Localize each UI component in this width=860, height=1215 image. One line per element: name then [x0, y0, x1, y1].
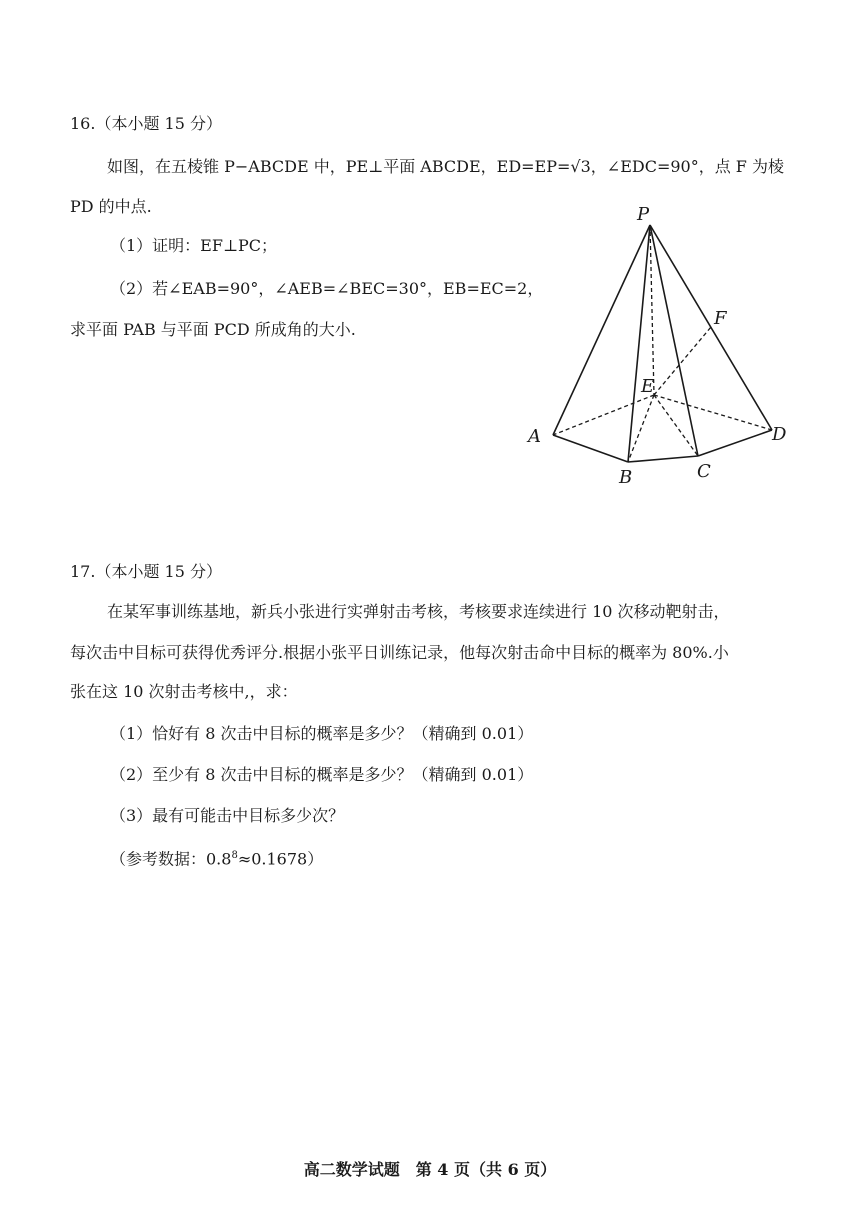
label-A: A [528, 426, 541, 447]
q16-part1: （1）证明：EF⊥PC； [110, 236, 278, 255]
q17-part1: （1）恰好有 8 次击中目标的概率是多少？（精确到 0.01） [110, 724, 534, 743]
q17-reference-data [110, 846, 323, 869]
edge-PC [650, 225, 698, 456]
pyramid-figure [520, 198, 810, 498]
q17-ref-prefix: （参考数据：0.8 [110, 849, 232, 869]
edge-PA [553, 225, 650, 435]
q17-part2: （2）至少有 8 次击中目标的概率是多少？（精确到 0.01） [110, 765, 534, 784]
q16-stem-line1: 如图，在五棱锥 P−ABCDE 中，PE⊥平面 ABCDE，ED=EP=√3，∠EDC=90°，点 F 为棱 [107, 157, 784, 176]
q17-stem-line1: 在某军事训练基地，新兵小张进行实弹射击考核，考核要求连续进行 10 次移动靶射击， [107, 602, 730, 621]
q17-header: 17.（本小题 15 分） [70, 562, 222, 581]
q17-ref-suffix: ≈0.1678） [237, 849, 324, 869]
page-footer: 高二数学试题 第 4 页（共 6 页） [303, 1160, 557, 1179]
label-B: B [619, 467, 633, 488]
label-C: C [697, 461, 711, 482]
q17-part3: （3）最有可能击中目标多少次？ [110, 806, 345, 825]
edge-AB [553, 435, 628, 462]
edge-PE [650, 225, 654, 395]
q17-stem-line2: 每次击中目标可获得优秀评分.根据小张平日训练记录，他每次射击命中目标的概率为 80%.小 [70, 643, 729, 662]
edge-PB [628, 225, 650, 462]
q16-stem-line2: PD 的中点. [70, 197, 152, 216]
q17-ref-exponent: 8 [231, 850, 238, 861]
q17-stem-line3: 张在这 10 次射击考核中,，求： [70, 682, 298, 701]
label-E: E [641, 376, 655, 397]
q16-header: 16.（本小题 15 分） [70, 114, 222, 133]
label-D: D [772, 424, 787, 445]
edge-BC [628, 456, 698, 462]
q16-part2-line2: 求平面 PAB 与平面 PCD 所成角的大小. [70, 320, 356, 339]
q16-part2-line1: （2）若∠EAB=90°，∠AEB=∠BEC=30°，EB=EC=2， [110, 279, 544, 298]
edge-CD [698, 430, 772, 456]
label-P: P [637, 204, 650, 225]
label-F: F [714, 308, 727, 329]
